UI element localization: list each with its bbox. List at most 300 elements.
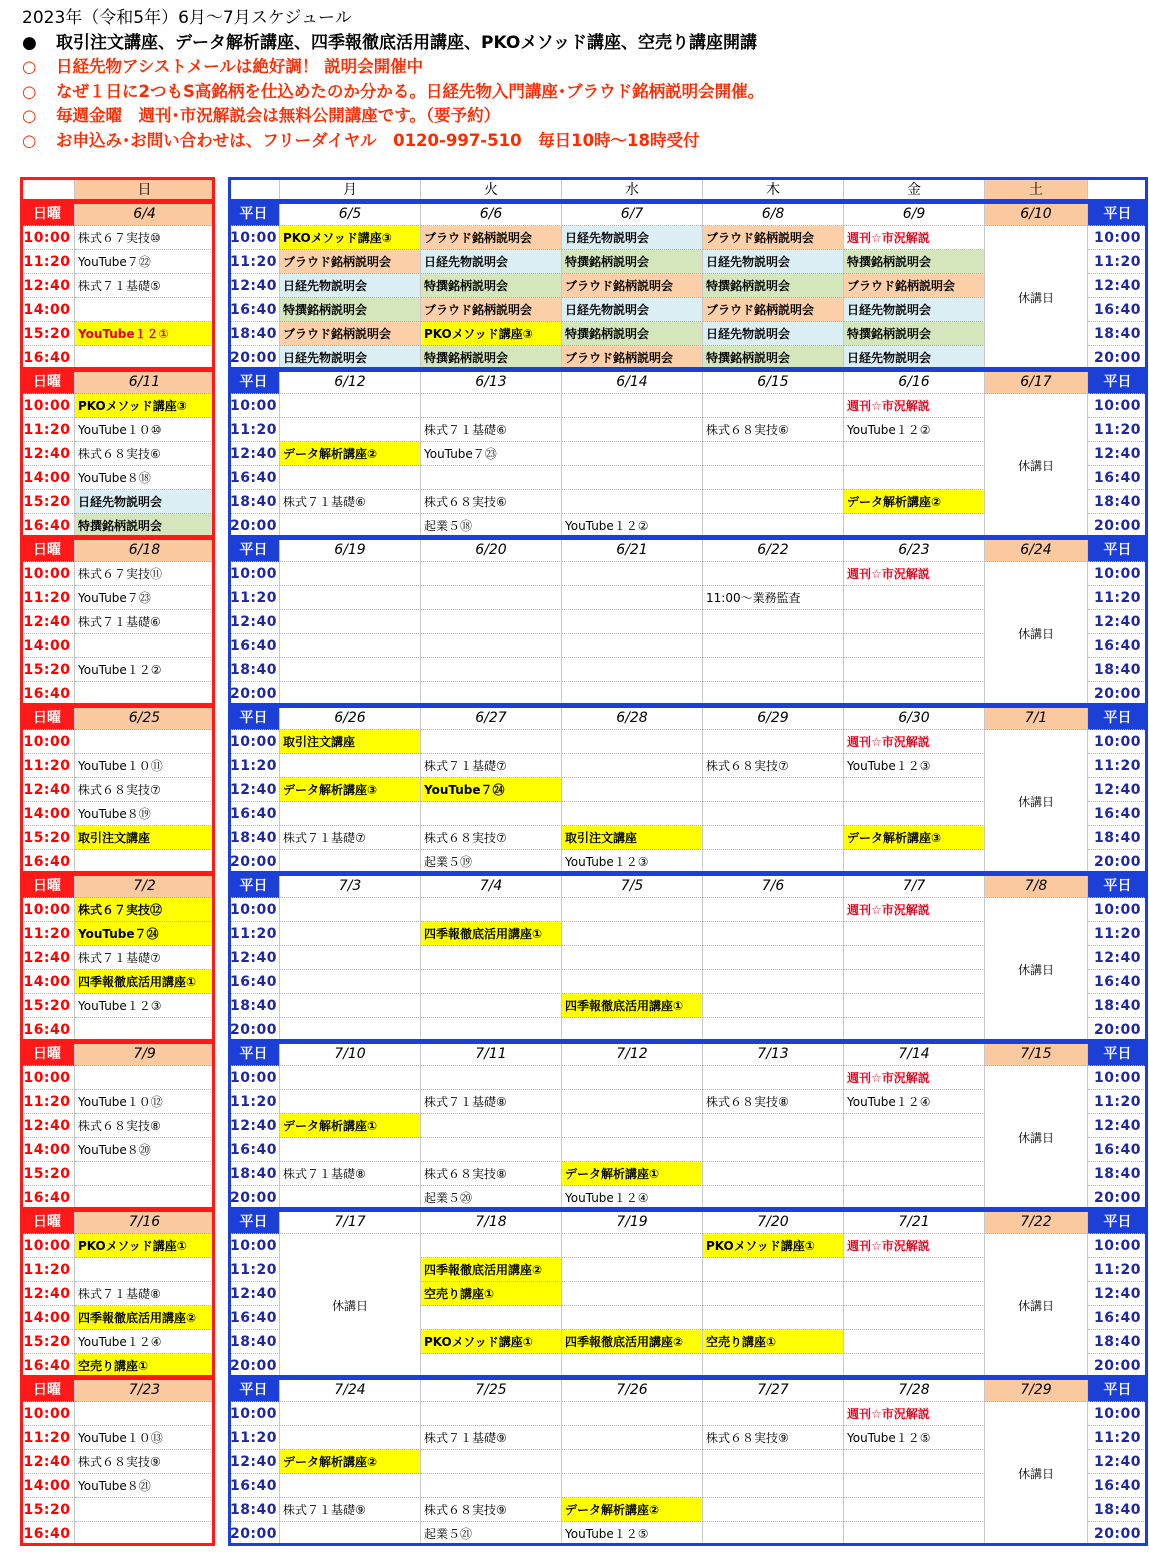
schedule-entry: [703, 946, 844, 970]
schedule-entry: [703, 466, 844, 490]
schedule-entry: YouTube１２②: [844, 418, 985, 442]
schedule-entry: [562, 490, 703, 514]
header-line-text: お申込み･お問い合わせは、フリーダイヤル 0120-997-510 毎日10時～18時受付: [56, 130, 700, 150]
weekday-label: 平日: [228, 202, 280, 226]
day-date: 6/15: [703, 370, 844, 394]
time-slot-label: 12:40: [20, 1114, 75, 1138]
time-slot-label: 14:00: [20, 634, 75, 658]
time-slot-label: 20:00: [1088, 682, 1148, 706]
closed-day: 休講日: [985, 394, 1088, 538]
schedule-entry: 四季報徹底活用講座①: [421, 922, 562, 946]
day-date: 7/11: [421, 1042, 562, 1066]
schedule-entry: 日経先物説明会: [562, 226, 703, 250]
time-slot-label: 16:40: [228, 1138, 280, 1162]
schedule-entry: [280, 418, 421, 442]
day-date: 6/26: [280, 706, 421, 730]
schedule-entry: [844, 610, 985, 634]
time-slot-label: 16:40: [1088, 970, 1148, 994]
schedule-entry: [421, 1066, 562, 1090]
schedule-entry: 週刊☆市況解説: [844, 898, 985, 922]
day-date: 7/3: [280, 874, 421, 898]
time-slot-label: 16:40: [1088, 1474, 1148, 1498]
time-slot-label: 11:20: [228, 586, 280, 610]
weekday-label: 平日: [228, 1210, 280, 1234]
time-slot-label: 10:00: [1088, 1234, 1148, 1258]
weekday-header-sat: 土: [985, 178, 1088, 202]
schedule-entry: 取引注文講座: [562, 826, 703, 850]
schedule-entry: YouTube１２⑤: [562, 1522, 703, 1546]
day-date: 7/28: [844, 1378, 985, 1402]
schedule-entry: [562, 1306, 703, 1330]
schedule-entry: [703, 994, 844, 1018]
schedule-entry: [562, 682, 703, 706]
time-slot-label: 16:40: [228, 634, 280, 658]
time-slot-label: 15:20: [20, 1330, 75, 1354]
schedule-entry: [421, 682, 562, 706]
day-date: 6/7: [562, 202, 703, 226]
time-slot-label: 12:40: [1088, 946, 1148, 970]
schedule-entry: [75, 1018, 215, 1042]
schedule-entry: [844, 1282, 985, 1306]
schedule-entry: [703, 730, 844, 754]
schedule-entry: [421, 1138, 562, 1162]
time-slot-label: 12:40: [228, 274, 280, 298]
day-date: 6/16: [844, 370, 985, 394]
schedule-entry: 空売り講座①: [75, 1354, 215, 1378]
day-date: 7/26: [562, 1378, 703, 1402]
weekday-header-tue: 火: [421, 178, 562, 202]
schedule-entry: [844, 658, 985, 682]
closed-day: 休講日: [985, 898, 1088, 1042]
schedule-entry: [75, 346, 215, 370]
time-slot-label: 16:40: [20, 682, 75, 706]
schedule-entry: 株式７１基礎⑨: [421, 1426, 562, 1450]
schedule-entry: [280, 850, 421, 874]
schedule-entry: 特撰銘柄説明会: [703, 346, 844, 370]
schedule-entry: [703, 1402, 844, 1426]
sunday-label: 日曜: [20, 202, 75, 226]
schedule-entry: 空売り講座①: [421, 1282, 562, 1306]
schedule-entry: 株式６８実技⑧: [75, 1114, 215, 1138]
schedule-entry: [75, 1066, 215, 1090]
schedule-entry: データ解析講座③: [280, 778, 421, 802]
time-slot-label: 11:20: [228, 1426, 280, 1450]
time-slot-label: 20:00: [228, 682, 280, 706]
sunday-date: 7/16: [75, 1210, 215, 1234]
time-slot-label: 10:00: [228, 1402, 280, 1426]
schedule-entry: [562, 610, 703, 634]
schedule-entry: 日経先物説明会: [703, 250, 844, 274]
sunday-label: 日曜: [20, 370, 75, 394]
time-slot-label: 12:40: [1088, 274, 1148, 298]
time-slot-label: 12:40: [20, 274, 75, 298]
time-slot-label: 10:00: [1088, 562, 1148, 586]
schedule-entry: [703, 1162, 844, 1186]
schedule-entry: [280, 1402, 421, 1426]
header-blank: [20, 178, 75, 202]
time-slot-label: 16:40: [20, 1186, 75, 1210]
time-slot-label: 11:20: [1088, 1258, 1148, 1282]
schedule-entry: [421, 1234, 562, 1258]
schedule-entry: [703, 1522, 844, 1546]
schedule-entry: [280, 586, 421, 610]
schedule-entry: 日経先物説明会: [421, 250, 562, 274]
time-slot-label: 12:40: [228, 1114, 280, 1138]
schedule-entry: [844, 946, 985, 970]
schedule-entry: [75, 634, 215, 658]
schedule-entry: [421, 898, 562, 922]
schedule-entry: 四季報徹底活用講座②: [421, 1258, 562, 1282]
schedule-entry: YouTube７㉓: [75, 586, 215, 610]
time-slot-label: 15:20: [20, 1162, 75, 1186]
schedule-entry: [562, 442, 703, 466]
time-slot-label: 20:00: [228, 1186, 280, 1210]
schedule-entry: 週刊☆市況解説: [844, 562, 985, 586]
schedule-entry: 11:00～業務監査: [703, 586, 844, 610]
weekday-label: 平日: [228, 874, 280, 898]
day-date: 7/14: [844, 1042, 985, 1066]
schedule-entry: 日経先物説明会: [562, 298, 703, 322]
schedule-entry: YouTube１２③: [562, 850, 703, 874]
day-date: 6/12: [280, 370, 421, 394]
schedule-entry: [703, 1186, 844, 1210]
schedule-entry: [562, 394, 703, 418]
day-date: 7/17: [280, 1210, 421, 1234]
day-date: 6/30: [844, 706, 985, 730]
time-slot-label: 10:00: [228, 562, 280, 586]
day-date: 6/14: [562, 370, 703, 394]
schedule-entry: 株式７１基礎⑨: [280, 1498, 421, 1522]
schedule-entry: [75, 1162, 215, 1186]
schedule-entry: 日経先物説明会: [280, 274, 421, 298]
time-slot-label: 12:40: [20, 442, 75, 466]
closed-day: 休講日: [985, 226, 1088, 370]
schedule-entry: 特撰銘柄説明会: [562, 250, 703, 274]
schedule-entry: [421, 562, 562, 586]
time-slot-label: 20:00: [228, 850, 280, 874]
schedule-entry: [562, 562, 703, 586]
sunday-date: 6/4: [75, 202, 215, 226]
schedule-entry: [844, 682, 985, 706]
time-slot-label: 16:40: [1088, 802, 1148, 826]
schedule-entry: 株式７１基礎⑦: [421, 754, 562, 778]
weekday-label: 平日: [228, 1378, 280, 1402]
schedule-entry: PKOメソッド講座①: [75, 1234, 215, 1258]
schedule-entry: [562, 1018, 703, 1042]
time-slot-label: 12:40: [20, 1450, 75, 1474]
weekday-label: 平日: [1088, 706, 1148, 730]
schedule-entry: 株式７１基礎⑤: [75, 274, 215, 298]
sunday-date: 6/25: [75, 706, 215, 730]
schedule-entry: 特撰銘柄説明会: [421, 274, 562, 298]
time-slot-label: 18:40: [1088, 1330, 1148, 1354]
header-blank: [228, 178, 280, 202]
schedule-entry: ブラウド銘柄説明会: [844, 274, 985, 298]
schedule-entry: [75, 682, 215, 706]
sunday-date: 7/2: [75, 874, 215, 898]
schedule-entry: [703, 1258, 844, 1282]
schedule-entry: YouTube８⑳: [75, 1138, 215, 1162]
schedule-entry: ブラウド銘柄説明会: [703, 298, 844, 322]
saturday-date: 7/29: [985, 1378, 1088, 1402]
schedule-entry: 週刊☆市況解説: [844, 226, 985, 250]
schedule-entry: 特撰銘柄説明会: [280, 298, 421, 322]
schedule-entry: [703, 610, 844, 634]
schedule-entry: [421, 634, 562, 658]
schedule-entry: YouTube８⑱: [75, 466, 215, 490]
closed-day: 休講日: [985, 1066, 1088, 1210]
page-title: 2023年（令和5年）6月～7月スケジュール: [22, 8, 352, 28]
schedule-entry: [703, 1282, 844, 1306]
schedule-entry: [562, 1090, 703, 1114]
schedule-entry: 取引注文講座: [280, 730, 421, 754]
time-slot-label: 16:40: [20, 1354, 75, 1378]
time-slot-label: 12:40: [1088, 778, 1148, 802]
schedule-entry: PKOメソッド講座③: [75, 394, 215, 418]
schedule-entry: [75, 730, 215, 754]
weekday-header-fri: 金: [844, 178, 985, 202]
time-slot-label: 20:00: [1088, 1018, 1148, 1042]
schedule-entry: [703, 562, 844, 586]
saturday-date: 6/10: [985, 202, 1088, 226]
time-slot-label: 11:20: [20, 922, 75, 946]
bullet-icon: ●: [22, 32, 37, 53]
schedule-entry: [421, 394, 562, 418]
time-slot-label: 16:40: [1088, 466, 1148, 490]
schedule-entry: [562, 418, 703, 442]
time-slot-label: 10:00: [1088, 730, 1148, 754]
schedule-entry: ブラウド銘柄説明会: [703, 226, 844, 250]
schedule-entry: 株式７１基礎⑥: [75, 610, 215, 634]
time-slot-label: 18:40: [228, 490, 280, 514]
schedule-entry: ブラウド銘柄説明会: [421, 226, 562, 250]
time-slot-label: 14:00: [20, 298, 75, 322]
schedule-entry: [421, 610, 562, 634]
time-slot-label: 12:40: [228, 610, 280, 634]
schedule-entry: [562, 1282, 703, 1306]
schedule-entry: [703, 1498, 844, 1522]
time-slot-label: 12:40: [1088, 442, 1148, 466]
time-slot-label: 10:00: [20, 1066, 75, 1090]
schedule-entry: 日経先物説明会: [280, 346, 421, 370]
saturday-date: 7/8: [985, 874, 1088, 898]
time-slot-label: 11:20: [20, 754, 75, 778]
schedule-entry: [703, 1114, 844, 1138]
time-slot-label: 11:20: [228, 754, 280, 778]
schedule-entry: YouTube１０⑪: [75, 754, 215, 778]
schedule-entry: 日経先物説明会: [703, 322, 844, 346]
time-slot-label: 10:00: [20, 562, 75, 586]
time-slot-label: 12:40: [228, 1282, 280, 1306]
schedule-entry: [280, 994, 421, 1018]
day-date: 6/13: [421, 370, 562, 394]
schedule-entry: [280, 754, 421, 778]
schedule-entry: [844, 1522, 985, 1546]
time-slot-label: 12:40: [228, 778, 280, 802]
schedule-entry: [703, 970, 844, 994]
schedule-entry: 週刊☆市況解説: [844, 1402, 985, 1426]
time-slot-label: 18:40: [228, 994, 280, 1018]
closed-day: 休講日: [985, 1402, 1088, 1546]
time-slot-label: 12:40: [228, 442, 280, 466]
time-slot-label: 16:40: [20, 1018, 75, 1042]
time-slot-label: 11:20: [228, 1258, 280, 1282]
time-slot-label: 16:40: [228, 298, 280, 322]
schedule-entry: [562, 1258, 703, 1282]
time-slot-label: 20:00: [228, 514, 280, 538]
schedule-entry: [421, 1306, 562, 1330]
schedule-entry: 株式６８実技⑧: [703, 1090, 844, 1114]
time-slot-label: 10:00: [1088, 394, 1148, 418]
time-slot-label: 18:40: [228, 1162, 280, 1186]
schedule-entry: [421, 658, 562, 682]
schedule-entry: データ解析講座②: [844, 490, 985, 514]
time-slot-label: 20:00: [1088, 1522, 1148, 1546]
time-slot-label: 14:00: [20, 970, 75, 994]
time-slot-label: 18:40: [228, 322, 280, 346]
schedule-entry: [421, 1450, 562, 1474]
schedule-entry: [421, 730, 562, 754]
schedule-entry: 株式６７実技⑪: [75, 562, 215, 586]
time-slot-label: 12:40: [20, 1282, 75, 1306]
schedule-entry: 特撰銘柄説明会: [421, 346, 562, 370]
schedule-entry: YouTube１２④: [844, 1090, 985, 1114]
time-slot-label: 18:40: [228, 658, 280, 682]
schedule-entry: [703, 850, 844, 874]
schedule-entry: ブラウド銘柄説明会: [562, 274, 703, 298]
schedule-entry: [421, 466, 562, 490]
schedule-entry: [280, 682, 421, 706]
schedule-entry: [421, 802, 562, 826]
schedule-entry: [844, 1018, 985, 1042]
saturday-date: 7/1: [985, 706, 1088, 730]
schedule-entry: 日経先物説明会: [75, 490, 215, 514]
schedule-entry: YouTube１０⑬: [75, 1426, 215, 1450]
saturday-date: 6/24: [985, 538, 1088, 562]
time-slot-label: 18:40: [228, 826, 280, 850]
time-slot-label: 20:00: [228, 1354, 280, 1378]
schedule-entry: [280, 898, 421, 922]
schedule-entry: YouTube１２④: [562, 1186, 703, 1210]
time-slot-label: 11:20: [1088, 250, 1148, 274]
time-slot-label: 16:40: [20, 514, 75, 538]
day-date: 7/4: [421, 874, 562, 898]
schedule-entry: [844, 634, 985, 658]
day-date: 6/28: [562, 706, 703, 730]
schedule-entry: YouTube７㉓: [421, 442, 562, 466]
schedule-entry: 株式７１基礎⑥: [280, 490, 421, 514]
schedule-entry: [844, 1330, 985, 1354]
schedule-entry: 特撰銘柄説明会: [75, 514, 215, 538]
schedule-entry: PKOメソッド講座①: [421, 1330, 562, 1354]
day-date: 7/10: [280, 1042, 421, 1066]
schedule-entry: [562, 1066, 703, 1090]
schedule-entry: [844, 1474, 985, 1498]
sunday-label: 日曜: [20, 1210, 75, 1234]
time-slot-label: 11:20: [20, 418, 75, 442]
sunday-date: 6/11: [75, 370, 215, 394]
schedule-entry: [280, 1090, 421, 1114]
time-slot-label: 18:40: [1088, 826, 1148, 850]
schedule-entry: [844, 1138, 985, 1162]
schedule-entry: 株式７１基礎⑦: [280, 826, 421, 850]
schedule-entry: [280, 802, 421, 826]
time-slot-label: 20:00: [228, 1522, 280, 1546]
time-slot-label: 10:00: [228, 1234, 280, 1258]
time-slot-label: 10:00: [1088, 1066, 1148, 1090]
time-slot-label: 20:00: [228, 346, 280, 370]
schedule-entry: 株式６８実技⑨: [75, 1450, 215, 1474]
time-slot-label: 16:40: [228, 1474, 280, 1498]
schedule-entry: YouTube８⑲: [75, 802, 215, 826]
schedule-entry: [844, 442, 985, 466]
schedule-entry: [703, 898, 844, 922]
schedule-entry: [844, 970, 985, 994]
time-slot-label: 10:00: [228, 1066, 280, 1090]
schedule-entry: データ解析講座②: [562, 1498, 703, 1522]
schedule-entry: [421, 946, 562, 970]
time-slot-label: 11:20: [1088, 922, 1148, 946]
time-slot-label: 10:00: [20, 226, 75, 250]
schedule-entry: 週刊☆市況解説: [844, 394, 985, 418]
schedule-entry: [562, 754, 703, 778]
schedule-entry: [562, 922, 703, 946]
schedule-entry: データ解析講座③: [844, 826, 985, 850]
time-slot-label: 11:20: [1088, 1426, 1148, 1450]
time-slot-label: 20:00: [1088, 850, 1148, 874]
schedule-entry: 株式６７実技⑩: [75, 226, 215, 250]
schedule-entry: 株式６８実技⑦: [703, 754, 844, 778]
schedule-entry: [703, 778, 844, 802]
schedule-entry: [280, 1522, 421, 1546]
time-slot-label: 12:40: [1088, 1114, 1148, 1138]
closed-day: 休講日: [985, 730, 1088, 874]
schedule-entry: [844, 778, 985, 802]
time-slot-label: 11:20: [228, 1090, 280, 1114]
schedule-entry: [75, 1522, 215, 1546]
schedule-entry: PKOメソッド講座③: [280, 226, 421, 250]
closed-day: 休講日: [280, 1234, 421, 1378]
time-slot-label: 10:00: [20, 1234, 75, 1258]
time-slot-label: 15:20: [20, 490, 75, 514]
bullet-icon: ○: [22, 81, 37, 101]
time-slot-label: 11:20: [20, 250, 75, 274]
schedule-entry: PKOメソッド講座①: [703, 1234, 844, 1258]
schedule-entry: [421, 970, 562, 994]
weekday-label: 平日: [228, 370, 280, 394]
day-date: 6/20: [421, 538, 562, 562]
time-slot-label: 16:40: [20, 1522, 75, 1546]
schedule-entry: [703, 1474, 844, 1498]
schedule-entry: [703, 634, 844, 658]
schedule-entry: ブラウド銘柄説明会: [421, 298, 562, 322]
schedule-entry: [421, 1402, 562, 1426]
time-slot-label: 20:00: [1088, 346, 1148, 370]
schedule-entry: [844, 1186, 985, 1210]
schedule-entry: 特撰銘柄説明会: [703, 274, 844, 298]
time-slot-label: 16:40: [228, 970, 280, 994]
sunday-date: 6/18: [75, 538, 215, 562]
schedule-entry: [280, 562, 421, 586]
day-date: 7/5: [562, 874, 703, 898]
sunday-label: 日曜: [20, 706, 75, 730]
time-slot-label: 14:00: [20, 1474, 75, 1498]
schedule-entry: [75, 1498, 215, 1522]
time-slot-label: 12:40: [20, 610, 75, 634]
schedule-entry: [421, 1474, 562, 1498]
schedule-entry: [703, 1354, 844, 1378]
header-blank: [1088, 178, 1148, 202]
